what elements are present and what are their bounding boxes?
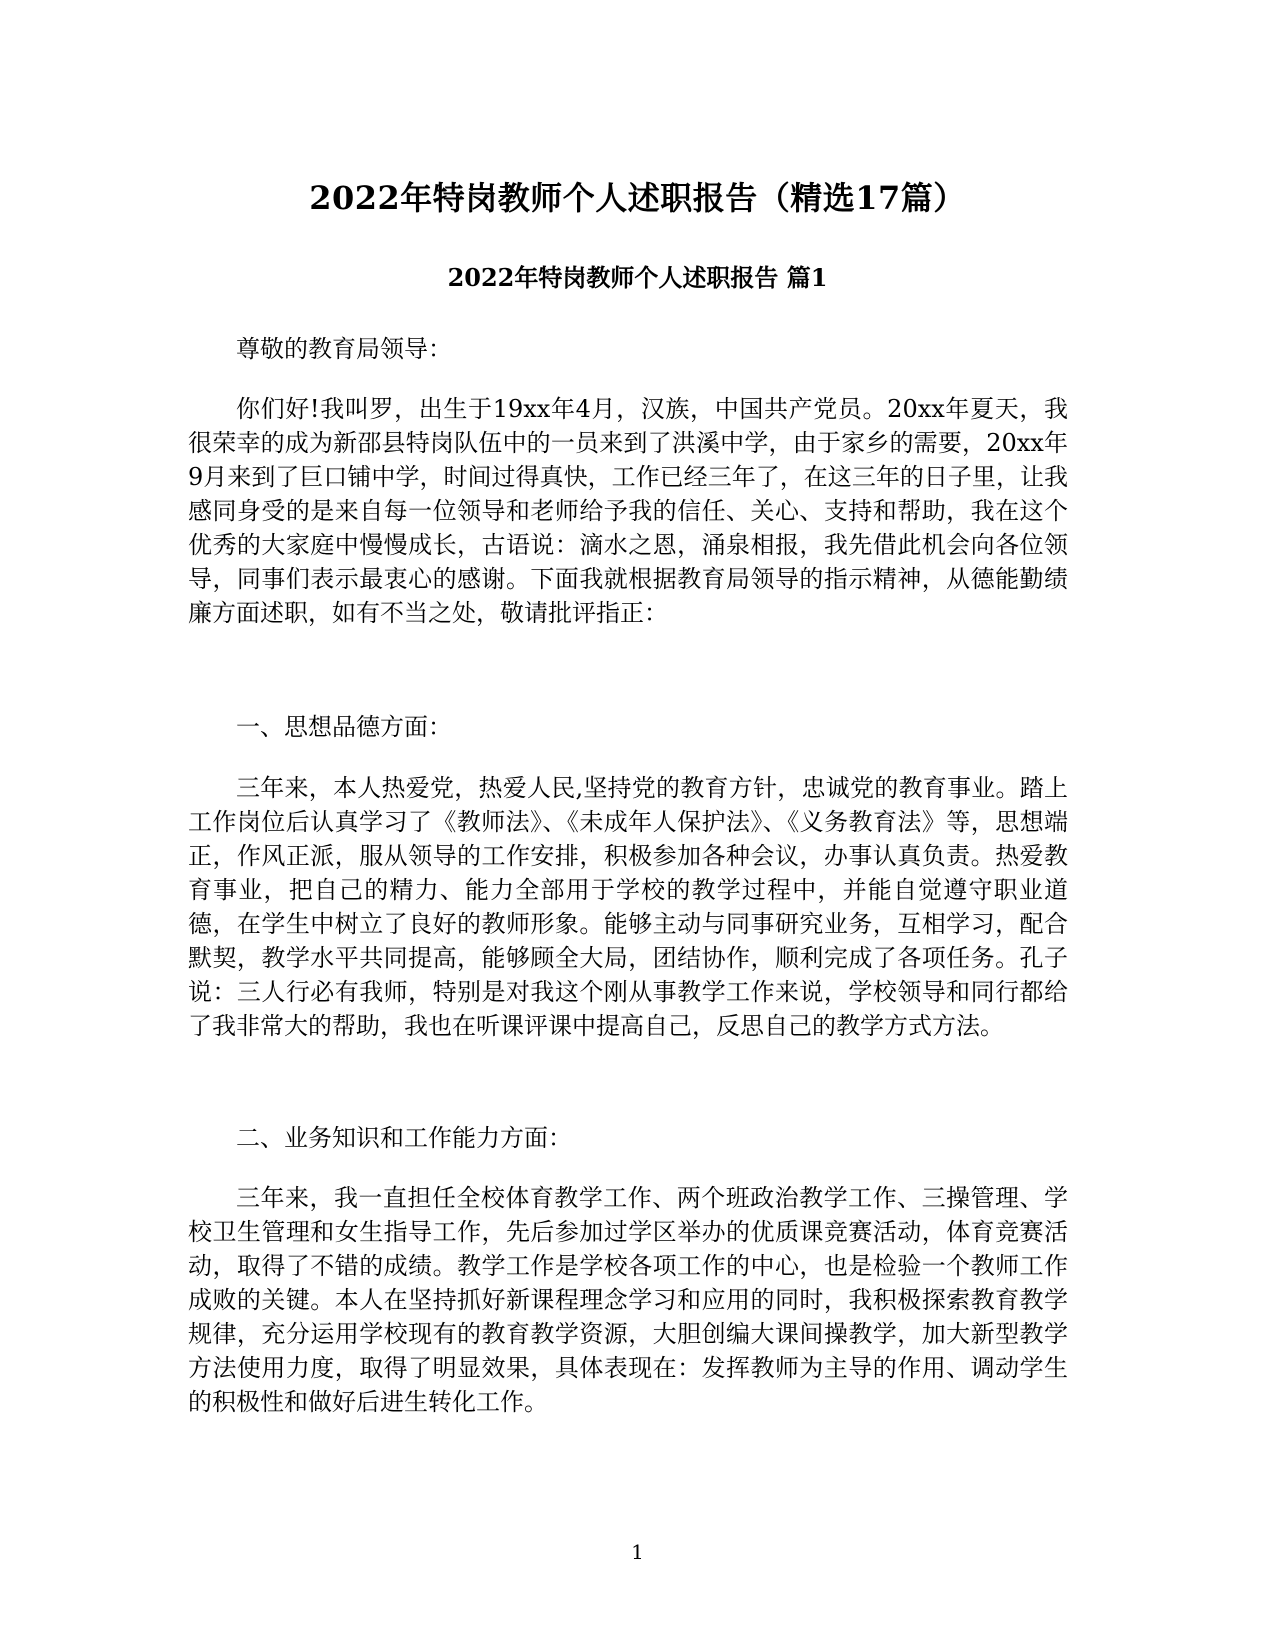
section-title: 2022年特岗教师个人述职报告 篇1 — [447, 263, 828, 292]
subheading-ideology: 一、思想品德方面： — [236, 713, 452, 741]
subheading-work-ability: 二、业务知识和工作能力方面： — [236, 1124, 572, 1152]
document-title: 2022年特岗教师个人述职报告（精选17篇） — [309, 179, 966, 217]
intro-paragraph: 你们好!我叫罗，出生于19xx年4月，汉族，中国共产党员。20xx年夏天，我很荣幸的成为新邵县特岗队伍中的一员来到了洪溪中学，由于家乡的需要，20xx年9月来到了巨口铺中学，时间过得真快，工作已经三年了，在这三年的日子里，让我感同身受的是来自每一位领导和老师给予我的信任、关心、支持和帮助，我在这个优秀的大家庭中慢慢成长，古语说：滴水之恩，涌泉相报，我先借此机会向各位领导，同事们表示最衷心的感谢。下面我就根据教育局领导的指示精神，从德能勤绩廉方面述职，如有不当之处，敬请批评指正： — [188, 395, 1068, 627]
salutation-paragraph: 尊敬的教育局领导： — [236, 335, 452, 363]
ideology-paragraph: 三年来，本人热爱党，热爱人民,坚持党的教育方针，忠诚党的教育事业。踏上工作岗位后认真学习了《教师法》、《未成年人保护法》、《义务教育法》等，思想端正，作风正派，服从领导的工作安排，积极参加各种会议，办事认真负责。热爱教育事业，把自己的精力、能力全部用于学校的教学过程中，并能自觉遵守职业道德，在学生中树立了良好的教师形象。能够主动与同事研究业务，互相学习，配合默契，教学水平共同提高，能够顾全大局，团结协作，顺利完成了各项任务。孔子说：三人行必有我师，特别是对我这个刚从事教学工作来说，学校领导和同行都给了我非常大的帮助，我也在听课评课中提高自己，反思自己的教学方式方法。 — [188, 774, 1068, 1040]
page-number: 1 — [631, 1540, 644, 1564]
work-ability-paragraph: 三年来，我一直担任全校体育教学工作、两个班政治教学工作、三操管理、学校卫生管理和女生指导工作，先后参加过学区举办的优质课竞赛活动，体育竞赛活动，取得了不错的成绩。教学工作是学校各项工作的中心，也是检验一个教师工作成败的关键。本人在坚持抓好新课程理念学习和应用的同时，我积极探索教育教学规律，充分运用学校现有的教育教学资源，大胆创编大课间操教学，加大新型教学方法使用力度，取得了明显效果，具体表现在：发挥教师为主导的作用、调动学生的积极性和做好后进生转化工作。 — [188, 1184, 1068, 1416]
